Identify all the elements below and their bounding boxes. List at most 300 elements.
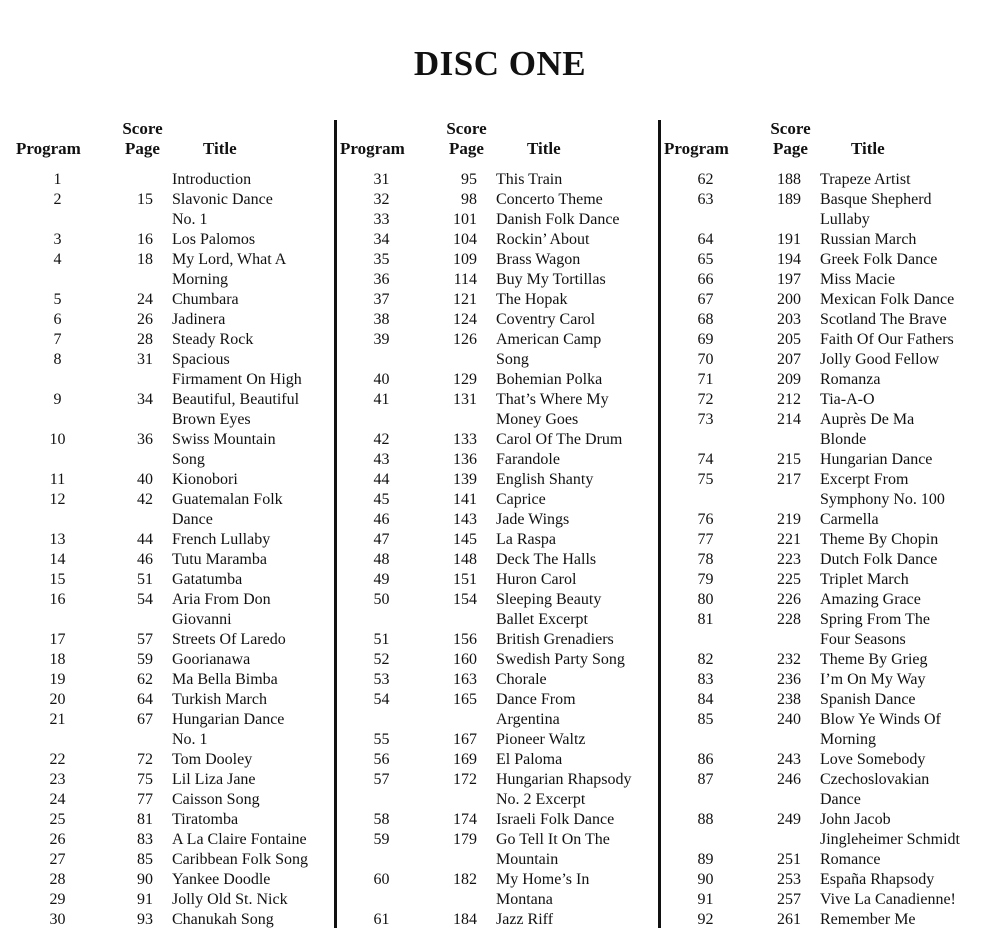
score-page: 154 [453,591,477,608]
program-row [8,490,326,530]
title-text: Tiratomba [172,811,239,828]
program-number: 17 [49,631,66,648]
program-number: 91 [697,891,714,908]
score-page: 151 [453,571,477,588]
program-row [332,250,650,270]
title-text: Gatatumba [172,571,243,588]
score-page: 143 [453,511,477,528]
program-row [332,470,650,490]
program-row [8,590,326,630]
title-text: Money Goes [496,411,579,428]
score-page: 174 [453,811,477,828]
title-text: Beautiful, Beautiful [172,391,300,408]
score-page: 217 [777,471,801,488]
title-text: My Home’s In [496,871,590,888]
program-number: 10 [49,431,66,448]
program-row [8,670,326,690]
program-number: 75 [697,471,714,488]
program-row [656,530,974,550]
title-text: The Hopak [496,291,568,308]
score-page: 28 [137,331,153,348]
score-page: 124 [453,311,477,328]
title-text: A La Claire Fontaine [172,831,307,848]
score-page: 232 [777,651,801,668]
program-number: 56 [373,751,390,768]
program-number: 86 [697,751,714,768]
title-text: Vive La Canadienne! [820,891,956,908]
program-number: 67 [697,291,714,308]
score-page: 44 [137,531,153,548]
program-number: 36 [373,271,390,288]
title-text: Theme By Chopin [820,531,939,548]
score-page: 54 [137,591,153,608]
score-page: 169 [453,751,477,768]
program-number: 15 [49,571,66,588]
title-text: Kionobori [172,471,238,488]
title-text: Turkish March [172,691,267,708]
title-text: Song [172,451,205,468]
title-text: Argentina [496,711,560,728]
program-row [656,550,974,570]
page-label: Page [125,139,160,158]
program-number: 68 [697,311,714,328]
program-row [656,570,974,590]
program-number: 44 [373,471,390,488]
program-number: 66 [697,271,714,288]
title-text: Caisson Song [172,791,260,808]
title-text: Jazz Riff [496,911,554,928]
program-number: 62 [697,171,714,188]
program-row [332,550,650,570]
program-row [656,910,974,930]
title-text: Montana [496,891,553,908]
title-text: I’m On My Way [820,671,926,688]
score-page: 81 [137,811,153,828]
title-text: Russian March [820,231,917,248]
program-number: 24 [49,791,66,808]
title-text: Blow Ye Winds Of [820,711,941,728]
title-text: Romance [820,851,881,868]
score-page: 75 [137,771,153,788]
program-row [332,690,650,730]
program-number: 82 [697,651,714,668]
score-page: 98 [461,191,477,208]
title-text: Amazing Grace [820,591,921,608]
title-text: Aria From Don [172,591,271,608]
title-text: Dance From [496,691,576,708]
program-number: 92 [697,911,714,928]
program-row [656,610,974,650]
title-text: Faith Of Our Fathers [820,331,954,348]
title-text: Chanukah Song [172,911,274,928]
title-text: Spanish Dance [820,691,916,708]
score-page: 214 [777,411,801,428]
title-text: Carol Of The Drum [496,431,623,448]
program-row [332,510,650,530]
title-text: Caprice [496,491,546,508]
program-row [332,390,650,430]
column-header [656,118,974,170]
title-text: Tia-A-O [820,391,875,408]
program-number: 81 [697,611,714,628]
program-row [332,450,650,470]
score-page: 72 [137,751,153,768]
score-page: 200 [777,291,801,308]
program-column-3 [656,118,974,930]
program-row [8,710,326,750]
title-text: Four Seasons [820,631,906,648]
score-page: 42 [137,491,153,508]
program-row [8,350,326,390]
title-text: This Train [496,171,563,188]
program-number: 18 [49,651,66,668]
program-number: 2 [53,191,62,208]
program-row [332,490,650,510]
program-number: 13 [49,531,66,548]
title-text: Carmella [820,511,879,528]
program-row [8,290,326,310]
program-number: 79 [697,571,714,588]
program-row [8,230,326,250]
score-page: 59 [137,651,153,668]
program-row [656,170,974,190]
score-page: 18 [137,251,153,268]
program-row [656,270,974,290]
score-page: 240 [777,711,801,728]
program-row [8,550,326,570]
score-page: 91 [137,891,153,908]
score-page: 225 [777,571,801,588]
title-text: Triplet March [820,571,909,588]
program-row [8,850,326,870]
program-row [8,830,326,850]
title-text: Guatemalan Folk [172,491,283,508]
program-row [8,690,326,710]
program-row [8,310,326,330]
program-number: 58 [373,811,390,828]
title-text: No. 1 [172,731,208,748]
title-text: Song [496,351,529,368]
title-text: Basque Shepherd [820,191,932,208]
program-number: 22 [49,751,66,768]
program-header: Program [16,139,81,158]
program-number: 5 [53,291,62,308]
program-number: 59 [373,831,390,848]
program-row [656,810,974,850]
title-text: No. 2 Excerpt [496,791,586,808]
program-list [656,170,974,930]
program-row [656,870,974,890]
score-page: 31 [137,351,153,368]
score-page: 215 [777,451,801,468]
program-row [8,650,326,670]
score-page: 26 [137,311,153,328]
title-text: Dance [172,511,213,528]
program-row [656,230,974,250]
program-number: 50 [373,591,390,608]
title-text: Mountain [496,851,559,868]
score-page: 148 [453,551,477,568]
score-page-header [110,119,175,159]
score-page: 165 [453,691,477,708]
title-text: Scotland The Brave [820,311,947,328]
score-page: 167 [453,731,477,748]
title-text: Deck The Halls [496,551,597,568]
score-label: Score [122,119,163,138]
title-text: Brass Wagon [496,251,581,268]
score-label: Score [446,119,487,138]
title-text: Remember Me [820,911,916,928]
program-number: 52 [373,651,390,668]
title-text: Farandole [496,451,560,468]
program-row [656,890,974,910]
title-text: El Paloma [496,751,563,768]
score-page: 160 [453,651,477,668]
score-page: 189 [777,191,801,208]
program-row [656,370,974,390]
program-row [332,870,650,910]
title-text: Streets Of Laredo [172,631,286,648]
program-row [656,750,974,770]
title-text: Blonde [820,431,867,448]
program-number: 70 [697,351,714,368]
title-text: Ma Bella Bimba [172,671,278,688]
title-text: That’s Where My [496,391,609,408]
program-number: 85 [697,711,714,728]
page-title: DISC ONE [413,44,587,83]
title-text: Jadinera [172,311,226,328]
title-text: Firmament On High [172,371,302,388]
program-number: 71 [697,371,714,388]
program-row [8,170,326,190]
score-page: 221 [777,531,801,548]
program-row [656,410,974,450]
program-number: 76 [697,511,714,528]
title-text: British Grenadiers [496,631,614,648]
title-text: Bohemian Polka [496,371,603,388]
title-header: Title [527,139,561,158]
title-text: Concerto Theme [496,191,603,208]
title-text: Love Somebody [820,751,926,768]
score-page: 182 [453,871,477,888]
title-text: Chumbara [172,291,239,308]
program-number: 55 [373,731,390,748]
score-page: 145 [453,531,477,548]
program-row [656,510,974,530]
title-text: Los Palomos [172,231,256,248]
title-text: Greek Folk Dance [820,251,938,268]
title-text: Auprès De Ma [820,411,915,428]
score-page: 77 [137,791,153,808]
score-page: 203 [777,311,801,328]
score-page: 24 [137,291,153,308]
program-number: 34 [373,231,390,248]
score-page: 251 [777,851,801,868]
program-number: 1 [53,171,62,188]
title-header: Title [203,139,237,158]
program-row [332,170,650,190]
program-row [656,290,974,310]
score-page: 212 [777,391,801,408]
score-page-header [758,119,823,159]
program-header: Program [664,139,729,158]
program-number: 83 [697,671,714,688]
program-number: 31 [373,171,390,188]
title-text: Hungarian Dance [172,711,285,728]
score-page: 253 [777,871,801,888]
program-number: 88 [697,811,714,828]
title-text: Swedish Party Song [496,651,625,668]
score-page: 133 [453,431,477,448]
program-number: 64 [697,231,714,248]
program-number: 29 [49,891,66,908]
title-text: Danish Folk Dance [496,211,620,228]
program-row [8,330,326,350]
score-label: Score [770,119,811,138]
score-page: 85 [137,851,153,868]
program-number: 21 [49,711,66,728]
program-number: 60 [373,871,390,888]
program-row [8,530,326,550]
score-page: 121 [453,291,477,308]
program-row [332,670,650,690]
program-number: 14 [49,551,66,568]
title-text: Spring From The [820,611,930,628]
title-text: Spacious [172,351,230,368]
program-number: 35 [373,251,390,268]
program-number: 7 [53,331,62,348]
program-number: 43 [373,451,390,468]
program-row [8,430,326,470]
title-text: Sleeping Beauty [496,591,602,608]
program-number: 47 [373,531,390,548]
title-text: Caribbean Folk Song [172,851,308,868]
title-text: Chorale [496,671,547,688]
program-row [332,910,650,930]
program-number: 16 [49,591,66,608]
program-number: 25 [49,811,66,828]
program-row [656,670,974,690]
title-text: Morning [172,271,228,288]
program-list [332,170,650,930]
score-page: 191 [777,231,801,248]
title-text: Swiss Mountain [172,431,276,448]
score-page: 15 [137,191,153,208]
program-number: 74 [697,451,714,468]
program-number: 87 [697,771,714,788]
program-row [656,250,974,270]
program-row [332,310,650,330]
title-text: Jolly Old St. Nick [172,891,288,908]
program-number: 57 [373,771,390,788]
title-text: España Rhapsody [820,871,935,888]
program-number: 9 [53,391,62,408]
program-number: 41 [373,391,390,408]
program-row [332,810,650,830]
score-page: 139 [453,471,477,488]
title-text: My Lord, What A [172,251,287,268]
program-row [332,730,650,750]
program-row [8,630,326,650]
title-text: Ballet Excerpt [496,611,588,628]
score-page: 194 [777,251,801,268]
program-row [332,830,650,870]
program-number: 20 [49,691,66,708]
score-page: 90 [137,871,153,888]
title-text: Dance [820,791,861,808]
program-row [8,250,326,290]
score-page: 207 [777,351,801,368]
score-page: 51 [137,571,153,588]
program-number: 8 [53,351,62,368]
score-page: 34 [137,391,153,408]
program-number: 51 [373,631,390,648]
program-row [332,570,650,590]
title-text: Lullaby [820,211,870,228]
title-text: Yankee Doodle [172,871,271,888]
score-page: 109 [453,251,477,268]
title-text: American Camp [496,331,602,348]
program-column-1 [8,118,326,930]
program-number: 69 [697,331,714,348]
score-page: 46 [137,551,153,568]
program-number: 4 [53,251,62,268]
program-row [332,370,650,390]
program-row [656,850,974,870]
program-number: 80 [697,591,714,608]
score-page: 129 [453,371,477,388]
program-row [656,590,974,610]
program-row [656,330,974,350]
program-row [656,390,974,410]
score-page: 126 [453,331,477,348]
score-page: 205 [777,331,801,348]
title-text: Israeli Folk Dance [496,811,615,828]
program-number: 32 [373,191,390,208]
title-text: Slavonic Dance [172,191,273,208]
title-text: Buy My Tortillas [496,271,606,288]
score-page: 226 [777,591,801,608]
score-page: 67 [137,711,153,728]
title-text: Mexican Folk Dance [820,291,955,308]
program-number: 63 [697,191,714,208]
column-header [8,118,326,170]
program-row [8,750,326,770]
program-number: 61 [373,911,390,928]
program-number: 53 [373,671,390,688]
score-page: 40 [137,471,153,488]
title-text: La Raspa [496,531,556,548]
score-page: 179 [453,831,477,848]
program-row [8,570,326,590]
title-text: Hungarian Rhapsody [496,771,632,788]
score-page: 184 [453,911,477,928]
program-row [332,590,650,630]
program-number: 23 [49,771,66,788]
program-row [332,770,650,810]
score-page: 83 [137,831,153,848]
score-page: 101 [453,211,477,228]
score-page: 93 [137,911,153,928]
program-row [8,890,326,910]
program-column-2 [332,118,650,930]
title-text: Excerpt From [820,471,909,488]
program-number: 77 [697,531,714,548]
title-text: Giovanni [172,611,232,628]
score-page: 261 [777,911,801,928]
score-page: 104 [453,231,477,248]
program-row [656,690,974,710]
